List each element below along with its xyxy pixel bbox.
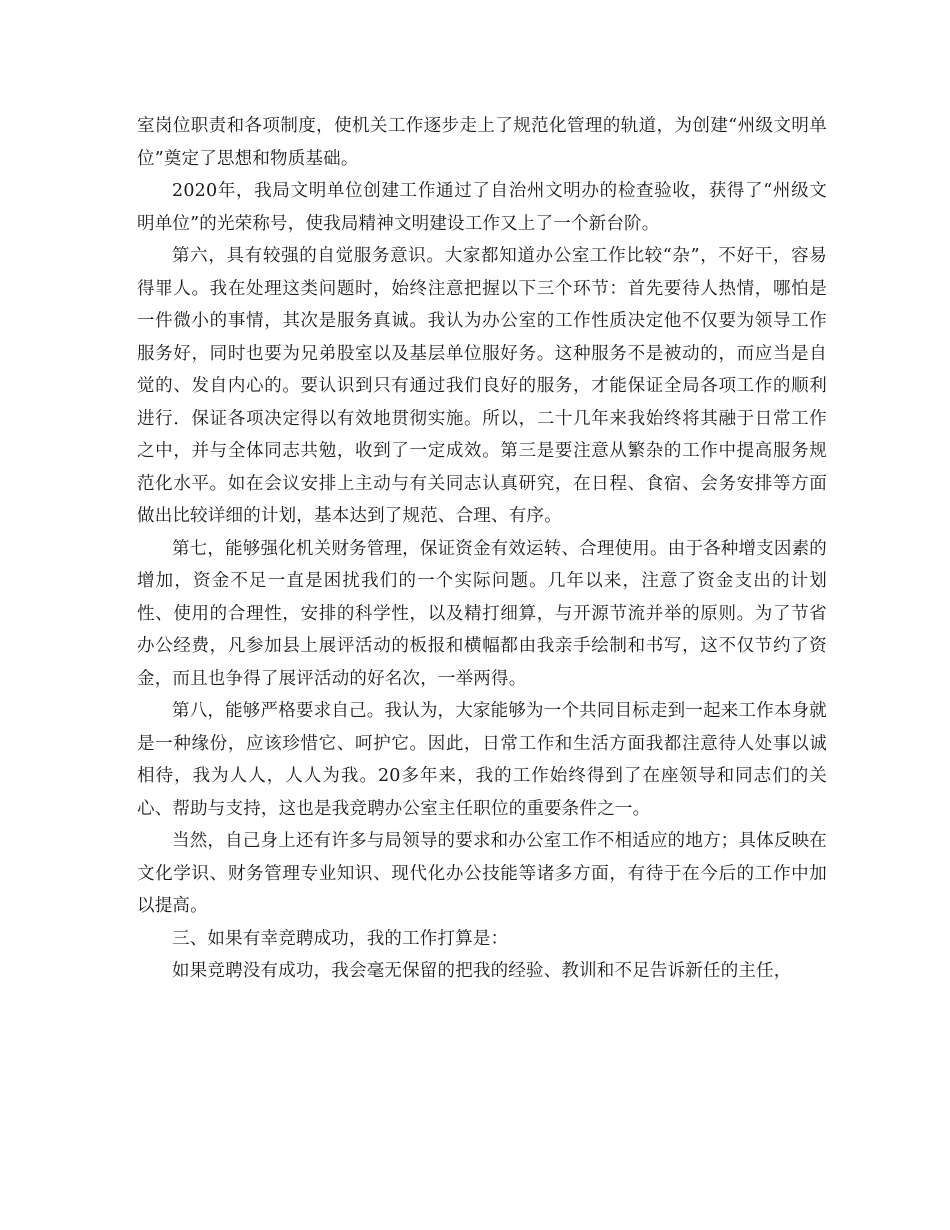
paragraph-shortcomings: 当然，自己身上还有许多与局领导的要求和办公室工作不相适应的地方；具体反映在文化学识、财务管理专业知识、现代化办公技能等诸多方面，有待于在今后的工作中加以提高。 (137, 831, 827, 916)
paragraph-continuation: 室岗位职责和各项制度，使机关工作逐步走上了规范化管理的轨道，为创建“州级文明单位”奠定了思想和物质基础。 (137, 116, 827, 169)
paragraph-2020-recognition: 2020年，我局文明单位创建工作通过了自治州文明办的检查验收，获得了“州级文明单位”的光荣称号，使我局精神文明建设工作又上了一个新台阶。 (137, 181, 827, 234)
document-body (137, 110, 827, 988)
paragraph-if-not-successful: 如果竞聘没有成功，我会毫无保留的把我的经验、教训和不足告诉新任的主任， (172, 961, 792, 981)
paragraph-eighth-self-discipline: 第八，能够严格要求自己。我认为，大家能够为一个共同目标走到一起来工作本身就是一种缘份，应该珍惜它、呵护它。因此，日常工作和生活方面我都注意待人处事以诚相待，我为人人，人人为我。20多年来，我的工作始终得到了在座领导和同志们的关心、帮助与支持，这也是我竞聘办公室主任职位的重要条件之一。 (137, 701, 827, 819)
section-heading-work-plan: 三、如果有幸竞聘成功，我的工作打算是： (172, 928, 509, 949)
paragraph-sixth-service: 第六，具有较强的自觉服务意识。大家都知道办公室工作比较“杂”，不好干，容易得罪人。我在处理这类问题时，始终注意把握以下三个环节：首先要待人热情，哪怕是一件微小的事情，其次是服务真诚。我认为办公室的工作性质决定他不仅要为领导工作服务好，同时也要为兄弟股室以及基层单位服好务。这种服务不是被动的，而应当是自觉的、发自内心的。要认识到只有通过我们良好的服务，才能保证全局各项工作的顺利进行．保证各项决定得以有效地贯彻实施。所以，二十几年来我始终将其融于日常工作之中，并与全体同志共勉，收到了一定成效。第三是要注意从繁杂的工作中提高服务规范化水平。如在会议安排上主动与有关同志认真研究，在日程、食宿、会务安排等方面做出比较详细的计划，基本达到了规范、合理、有序。 (137, 246, 827, 526)
paragraph-seventh-finance: 第七，能够强化机关财务管理，保证资金有效运转、合理使用。由于各种增支因素的增加，资金不足一直是困扰我们的一个实际问题。几年以来，注意了资金支出的计划性、使用的合理性，安排的科学性，以及精打细算，与开源节流并举的原则。为了节省办公经费，凡参加县上展评活动的板报和横幅都由我亲手绘制和书写，这不仅节约了资金，而且也争得了展评活动的好名次，一举两得。 (137, 538, 827, 689)
